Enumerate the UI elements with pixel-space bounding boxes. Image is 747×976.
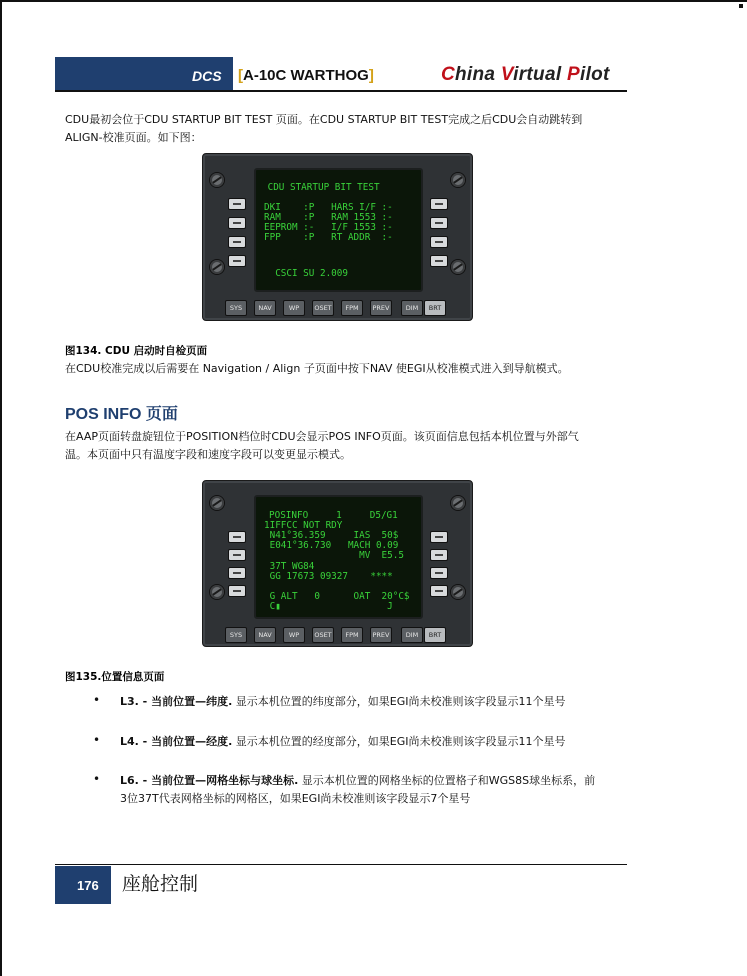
fkey-nav[interactable]: NAV <box>254 300 276 316</box>
figure1-caption: 图134. CDU 启动时自检页面 <box>65 345 208 357</box>
fkey-prev[interactable]: PREV <box>370 627 392 643</box>
screen-line: EEPROM :- I/F 1553 :- <box>264 222 393 233</box>
intro-line-2: ALIGN-校准页面。如下图： <box>65 131 202 144</box>
cdu-screen <box>254 495 423 619</box>
knob-icon <box>209 259 225 275</box>
screen-line: DKI :P HARS I/F :- <box>264 202 393 213</box>
fkey-dim[interactable]: DIM <box>401 627 423 643</box>
after-figure1-text: 在CDU校准完成以后需要在 Navigation / Align 子页面中按下NAV 使EGI从校准模式进入到导航模式。 <box>65 362 569 375</box>
fkey-prev[interactable]: PREV <box>370 300 392 316</box>
fkey-fpm[interactable]: FPM <box>341 627 363 643</box>
lsk-left-4[interactable] <box>228 255 246 267</box>
header-game-name: A-10C WARTHOG <box>243 67 369 84</box>
fkey-dim[interactable]: DIM <box>401 300 423 316</box>
knob-icon <box>450 172 466 188</box>
fkey-sys[interactable]: SYS <box>225 300 247 316</box>
lsk-left-1[interactable] <box>228 198 246 210</box>
lsk-left-3[interactable] <box>228 236 246 248</box>
lsk-right-1[interactable] <box>430 198 448 210</box>
fkey-fpm[interactable]: FPM <box>341 300 363 316</box>
fkey-wp[interactable]: WP <box>283 300 305 316</box>
section-title: POS INFO 页面 <box>65 406 178 423</box>
lsk-left-2[interactable] <box>228 217 246 229</box>
intro-line-1: CDU最初会位于CDU STARTUP BIT TEST 页面。在CDU STARTUP BIT TEST完成之后CDU会自动跳转到 <box>65 113 583 126</box>
page-number: 176 <box>77 878 99 893</box>
chapter-title: 座舱控制 <box>122 873 199 895</box>
knob-icon <box>450 495 466 511</box>
screen-line: GG 17673 09327 **** <box>264 571 393 582</box>
cdu-figure-posinfo <box>202 480 473 647</box>
lsk-left-1[interactable] <box>228 531 246 543</box>
header-bracket-open: [ <box>238 67 243 84</box>
fkey-nav[interactable]: NAV <box>254 627 276 643</box>
cdu-figure-startup <box>202 153 473 321</box>
screen-line: G ALT 0 OAT 20°C$ <box>264 591 410 602</box>
brightness-knob-icon <box>209 172 225 188</box>
screen-line: C▮ J <box>264 601 393 612</box>
header-dcs: DCS <box>192 68 222 84</box>
fkey-sys[interactable]: SYS <box>225 627 247 643</box>
section-line-2: 温。本页面中只有温度字段和速度字段可以变更显示模式。 <box>65 448 351 461</box>
header-game-title <box>238 67 374 84</box>
screen-line: E041°36.730 MACH 0.09 <box>264 540 399 551</box>
bullet-marker: • <box>93 772 101 786</box>
screen-line: RAM :P RAM 1553 :- <box>264 212 393 223</box>
corner-mark <box>739 4 743 8</box>
lsk-right-2[interactable] <box>430 549 448 561</box>
screen-line: POSINFO 1 D5/G1 <box>269 510 398 521</box>
lsk-right-2[interactable] <box>430 217 448 229</box>
fkey-oset[interactable]: OSET <box>312 300 334 316</box>
intro-paragraph <box>65 111 582 147</box>
screen-line: 37T WG84 <box>264 561 315 572</box>
page-frame-left <box>0 0 2 976</box>
fkey-brt[interactable]: BRT <box>424 627 446 643</box>
footer-rule <box>55 864 627 865</box>
screen-line: N41°36.359 IAS 50$ <box>264 530 399 541</box>
screen-line: 1IFFCC NOT RDY <box>264 520 343 531</box>
lsk-right-3[interactable] <box>430 567 448 579</box>
bullet-item-l6: L6. - 当前位置—网格坐标与球坐标. 显示本机位置的网格坐标的位置格子和WGS8S球坐标系，前 3位37T代表网格坐标的网格区，如果EGI尚未校准则该字段显示7个星号 <box>120 774 596 805</box>
screen-line: FPP :P RT ADDR :- <box>264 232 393 243</box>
bullet-item-l3: L3. - 当前位置—纬度. 显示本机位置的纬度部分，如果EGI尚未校准则该字段显示11个星号 <box>120 695 566 708</box>
header-rule <box>55 90 627 92</box>
page-frame-top <box>0 0 747 2</box>
lsk-left-3[interactable] <box>228 567 246 579</box>
screen-line: MV E5.5 <box>264 550 404 561</box>
knob-icon <box>209 584 225 600</box>
lsk-left-2[interactable] <box>228 549 246 561</box>
fkey-wp[interactable]: WP <box>283 627 305 643</box>
lsk-right-1[interactable] <box>430 531 448 543</box>
bullet-item-l4: L4. - 当前位置—经度. 显示本机位置的经度部分，如果EGI尚未校准则该字段显示11个星号 <box>120 735 566 748</box>
screen-line: CSCI SU 2.009 <box>264 268 348 279</box>
fkey-oset[interactable]: OSET <box>312 627 334 643</box>
lsk-right-3[interactable] <box>430 236 448 248</box>
cdu-screen <box>254 168 423 292</box>
screen-line: CDU STARTUP BIT TEST <box>262 182 380 193</box>
header-bracket-close: ] <box>368 67 374 84</box>
figure2-caption: 图135.位置信息页面 <box>65 671 165 683</box>
lsk-right-4[interactable] <box>430 585 448 597</box>
lsk-right-4[interactable] <box>430 255 448 267</box>
bullet-marker: • <box>93 693 101 707</box>
bullet-marker: • <box>93 733 101 747</box>
section-paragraph <box>65 428 579 464</box>
knob-icon <box>450 584 466 600</box>
lsk-left-4[interactable] <box>228 585 246 597</box>
brightness-knob-icon <box>209 495 225 511</box>
header-brand-logo: China Virtual Pilot <box>441 64 610 85</box>
section-line-1: 在AAP页面转盘旋钮位于POSITION档位时CDU会显示POS INFO页面。该页面信息包括本机位置与外部气 <box>65 430 579 443</box>
fkey-brt[interactable]: BRT <box>424 300 446 316</box>
knob-icon <box>450 259 466 275</box>
